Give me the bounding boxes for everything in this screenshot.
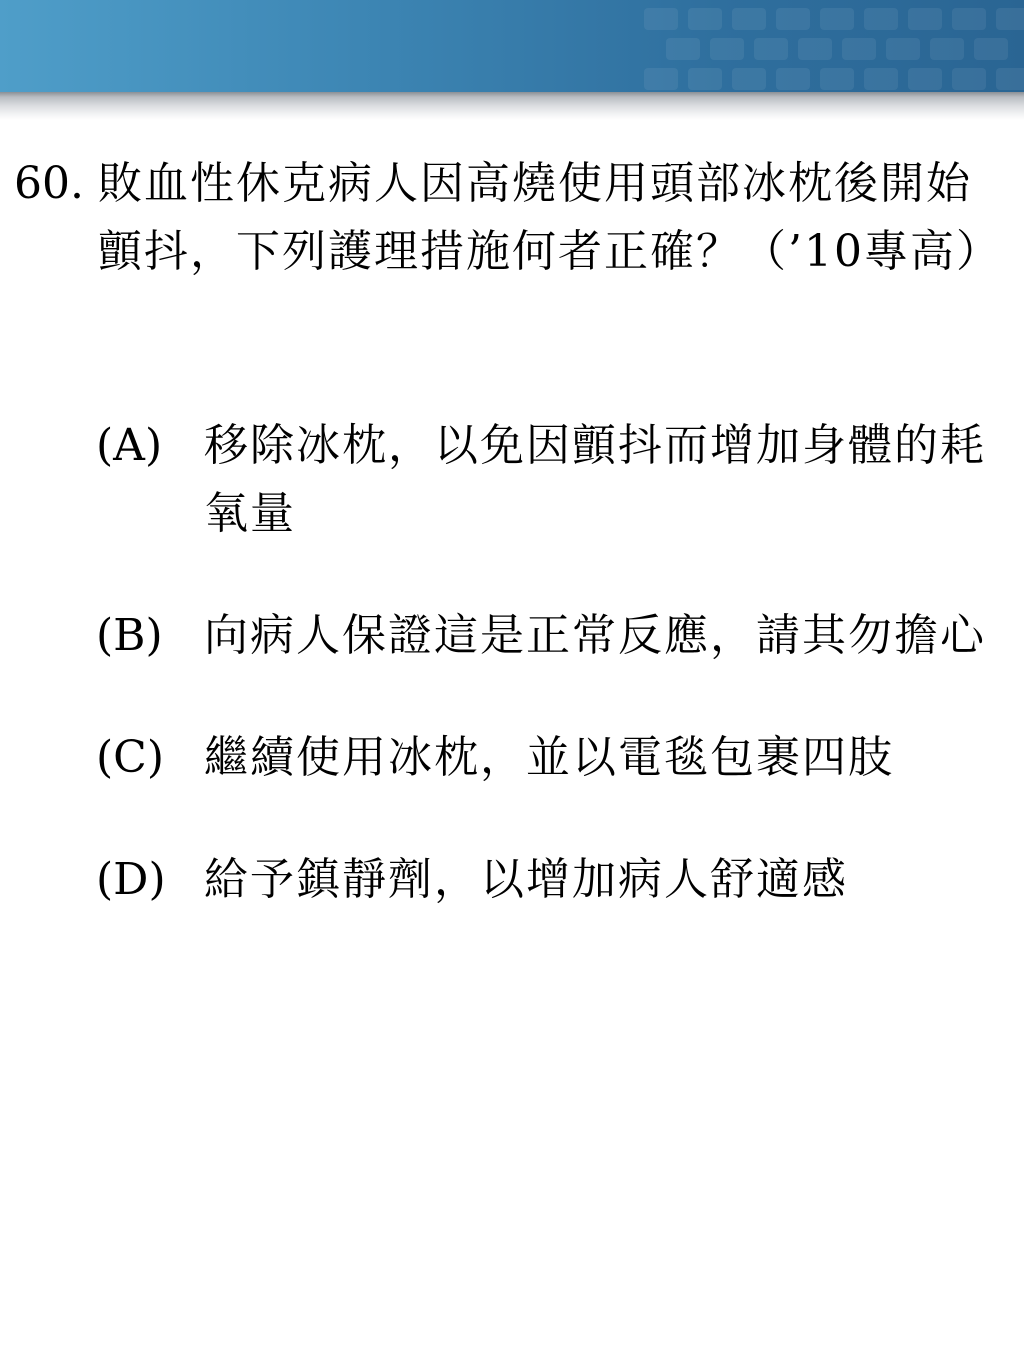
header-shadow bbox=[0, 92, 1024, 120]
question-text: 敗血性休克病人因高燒使用頭部冰枕後開始顫抖，下列護理措施何者正確？（’10專高） bbox=[98, 158, 1002, 277]
header-band bbox=[0, 0, 1024, 92]
options-list bbox=[96, 412, 1006, 968]
option-text: 給予鎮靜劑，以增加病人舒適感 bbox=[204, 854, 848, 905]
option-b bbox=[96, 602, 1006, 670]
option-letter: (D) bbox=[96, 854, 166, 905]
option-d bbox=[96, 846, 1006, 914]
option-letter: (C) bbox=[96, 732, 164, 783]
question-number: 60. bbox=[14, 158, 84, 209]
question-row bbox=[14, 150, 1004, 286]
question bbox=[14, 150, 1004, 286]
option-letter: (B) bbox=[96, 610, 163, 661]
header-pattern bbox=[604, 0, 1024, 92]
option-letter: (A) bbox=[96, 420, 163, 471]
option-text: 繼續使用冰枕，並以電毯包裹四肢 bbox=[204, 732, 894, 783]
option-a bbox=[96, 412, 1006, 548]
option-text: 移除冰枕，以免因顫抖而增加身體的耗氧量 bbox=[204, 420, 986, 539]
option-c bbox=[96, 724, 1006, 792]
option-text: 向病人保證這是正常反應，請其勿擔心 bbox=[204, 610, 986, 661]
